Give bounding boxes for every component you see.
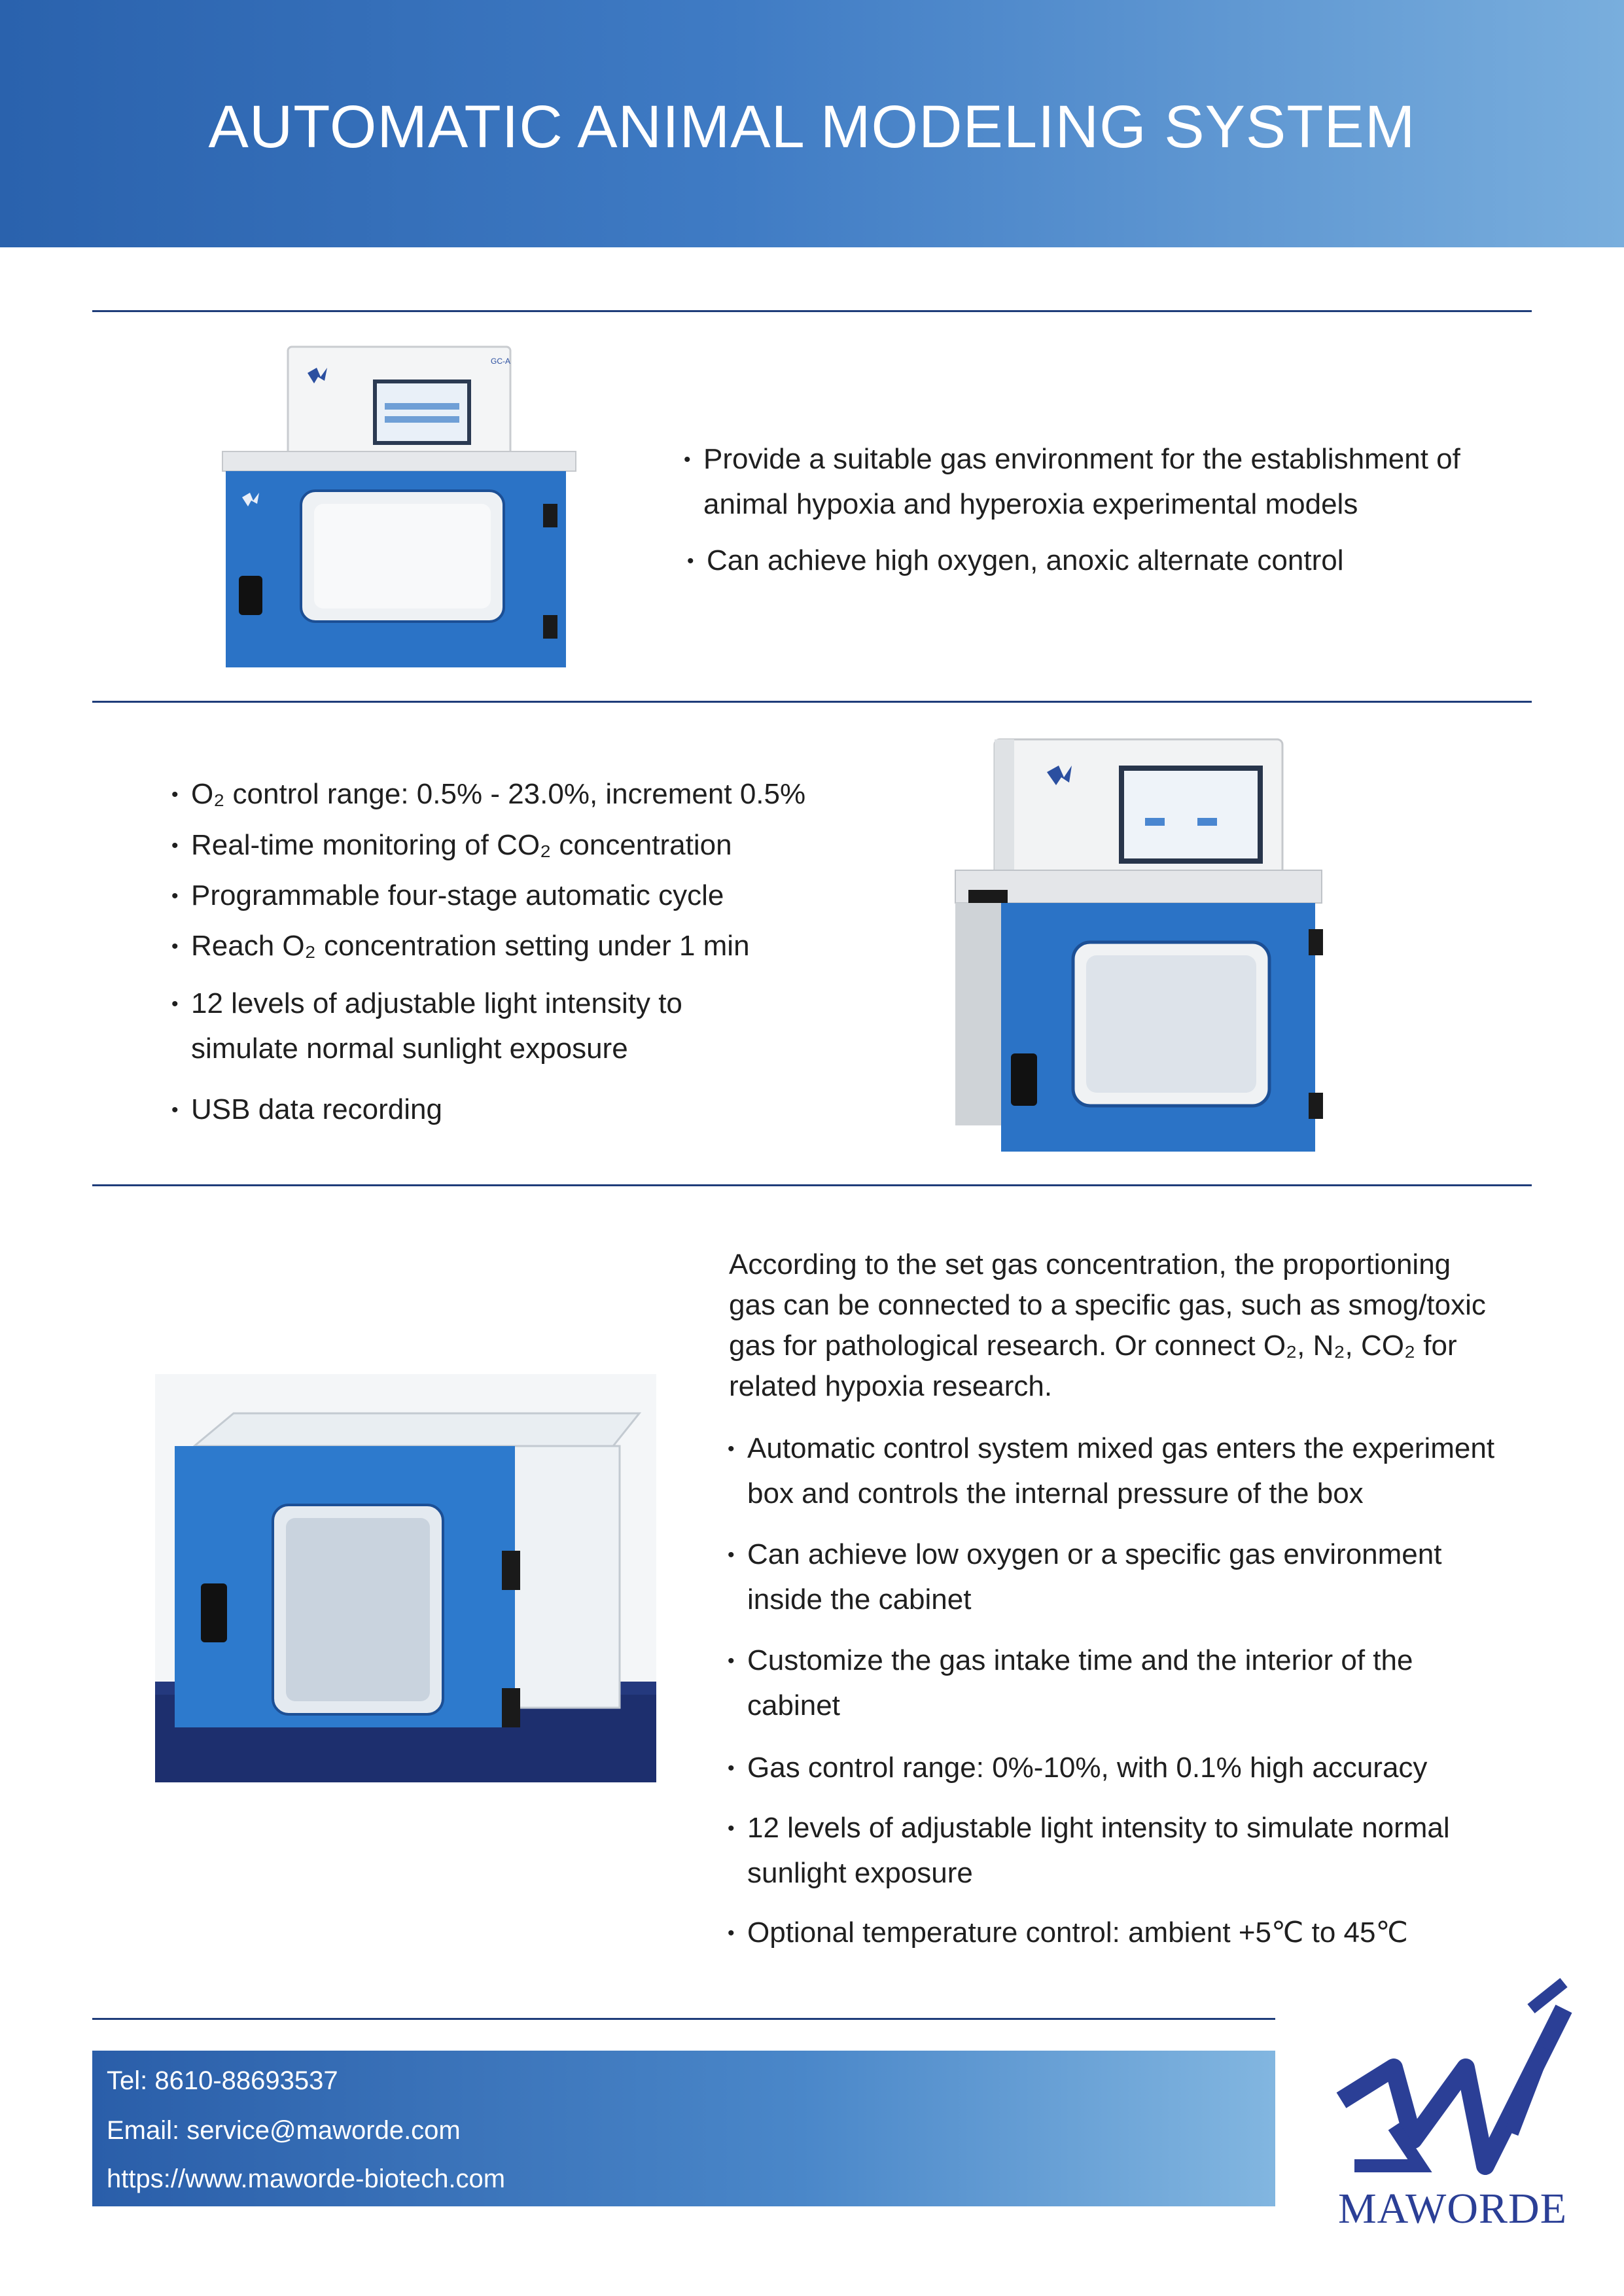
feature-bullet — [728, 1532, 1441, 1622]
contact-website[interactable]: https://www.maworde-biotech.com — [107, 2164, 506, 2193]
feature-bullet — [728, 1806, 1450, 1896]
bullet-text-continued: cabinet — [747, 1689, 840, 1722]
bullet-text-continued: simulate normal sunlight exposure — [191, 1033, 628, 1065]
bullet-marker: • — [728, 1818, 735, 1839]
bullet-marker: • — [171, 936, 179, 957]
bullet-text-continued: sunlight exposure — [747, 1857, 973, 1889]
feature-bullet — [728, 1638, 1413, 1728]
divider — [92, 701, 1532, 703]
spec-bullet — [171, 823, 732, 868]
intro-line: gas can be connected to a specific gas, such as smog/toxic — [729, 1289, 1486, 1321]
feature-bullet — [728, 1911, 1408, 1956]
bullet-text: Can achieve high oxygen, anoxic alternate control — [707, 544, 1344, 576]
feature-bullet — [687, 539, 1344, 584]
bullet-text: Real-time monitoring of CO₂ concentration — [191, 829, 732, 861]
spec-bullet — [171, 772, 805, 817]
header-banner — [0, 0, 1624, 247]
page-title: AUTOMATIC ANIMAL MODELING SYSTEM — [208, 94, 1416, 160]
bullet-text: Provide a suitable gas environment for the establishment of — [703, 443, 1460, 475]
bullet-text: Reach O₂ concentration setting under 1 min — [191, 930, 750, 962]
bullet-text: Automatic control system mixed gas enters the experiment — [747, 1432, 1495, 1464]
bullet-marker: • — [728, 1544, 735, 1566]
feature-bullet — [728, 1426, 1494, 1516]
bullet-marker: • — [171, 993, 179, 1015]
bullet-marker: • — [728, 1922, 735, 1944]
intro-line: gas for pathological research. Or connect O₂, N₂, CO₂ for — [729, 1330, 1457, 1362]
logo-wordmark: MAWORDE — [1337, 2185, 1568, 2233]
bullet-marker: • — [171, 784, 179, 805]
product-photo-cabinet-with-controller — [949, 726, 1335, 1158]
bullet-marker: • — [171, 885, 179, 907]
product-photo-gc-a — [216, 340, 582, 680]
bullet-text-continued: animal hypoxia and hyperoxia experimental models — [703, 488, 1358, 520]
bullet-text: O₂ control range: 0.5% - 23.0%, increment 0.5% — [191, 778, 806, 810]
bullet-text: USB data recording — [191, 1093, 442, 1125]
bullet-text: Programmable four-stage automatic cycle — [191, 879, 724, 911]
bullet-marker: • — [171, 835, 179, 857]
bullet-marker: • — [728, 1438, 735, 1460]
bullet-text: Customize the gas intake time and the interior of the — [747, 1644, 1413, 1676]
spec-bullet — [171, 981, 682, 1071]
contact-footer — [92, 2051, 1275, 2206]
intro-line: related hypoxia research. — [729, 1370, 1053, 1402]
bullet-marker: • — [687, 550, 694, 572]
product-photo-acrylic-box — [155, 1374, 656, 1782]
bullet-marker: • — [728, 1757, 735, 1779]
divider — [92, 310, 1532, 312]
bullet-text: Can achieve low oxygen or a specific gas environment — [747, 1538, 1442, 1570]
bullet-text-continued: box and controls the internal pressure of the box — [747, 1477, 1364, 1510]
intro-line: According to the set gas concentration, the proportioning — [729, 1248, 1451, 1280]
divider — [92, 2018, 1275, 2020]
bullet-text: Optional temperature control: ambient +5℃ to 45℃ — [747, 1916, 1408, 1949]
bullet-marker: • — [728, 1650, 735, 1672]
bullet-text: Gas control range: 0%-10%, with 0.1% high accuracy — [747, 1752, 1428, 1784]
spec-bullet — [171, 874, 724, 919]
feature-bullet — [684, 437, 1460, 527]
contact-email[interactable]: Email: service@maworde.com — [107, 2116, 461, 2145]
divider — [92, 1184, 1532, 1186]
feature-bullet — [728, 1746, 1427, 1791]
spec-bullet — [171, 924, 750, 969]
intro-paragraph — [729, 1245, 1486, 1407]
bullet-text: 12 levels of adjustable light intensity to — [191, 987, 682, 1019]
spec-bullet — [171, 1087, 442, 1133]
bullet-marker: • — [171, 1099, 179, 1121]
controller-label: GC-A — [491, 357, 510, 366]
contact-tel: Tel: 8610-88693537 — [107, 2066, 338, 2095]
bullet-text: 12 levels of adjustable light intensity to simulate normal — [747, 1812, 1450, 1844]
bullet-text-continued: inside the cabinet — [747, 1583, 972, 1616]
bullet-marker: • — [684, 449, 691, 470]
